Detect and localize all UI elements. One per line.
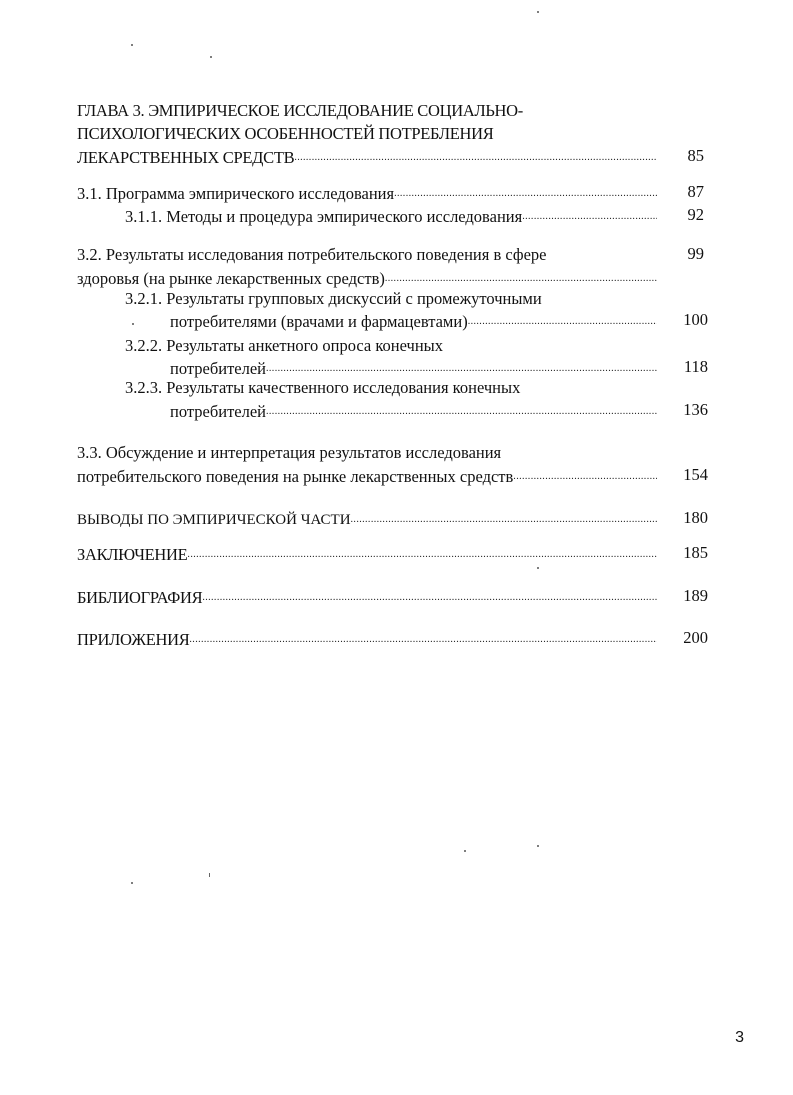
scan-speck bbox=[464, 850, 466, 852]
entry-title-line1: 3.2. Результаты исследования потребительского поведения в сфере bbox=[77, 245, 547, 264]
entry-page: 200 bbox=[683, 628, 708, 647]
chapter-title-line2: ПСИХОЛОГИЧЕСКИХ ОСОБЕННОСТЕЙ ПОТРЕБЛЕНИЯ bbox=[77, 124, 494, 143]
toc-entry-3-2-1[interactable] bbox=[170, 309, 657, 331]
entry-title-line1: 3.3. Обсуждение и интерпретация результатов исследования bbox=[77, 443, 502, 462]
entry-title-line2: потребителей bbox=[170, 359, 266, 378]
entry-title-line2: потребителями (врачами и фармацевтами) bbox=[170, 312, 468, 331]
entry-page: 180 bbox=[683, 508, 708, 527]
entry-title: БИБЛИОГРАФИЯ bbox=[77, 588, 203, 607]
scan-speck bbox=[537, 845, 539, 847]
toc-entry-bibliography[interactable] bbox=[77, 585, 657, 607]
dot-leader bbox=[187, 549, 657, 561]
scan-speck bbox=[132, 323, 134, 325]
dot-leader bbox=[189, 634, 657, 646]
entry-title: ВЫВОДЫ ПО ЭМПИРИЧЕСКОЙ ЧАСТИ bbox=[77, 512, 351, 528]
entry-page: 136 bbox=[683, 400, 708, 419]
dot-leader bbox=[385, 273, 657, 285]
entry-page: 99 bbox=[687, 244, 704, 263]
entry-page: 189 bbox=[683, 586, 708, 605]
toc-entry-3-2-3[interactable] bbox=[170, 399, 657, 421]
dot-leader bbox=[394, 188, 657, 200]
scan-speck bbox=[131, 44, 133, 46]
chapter-page: 85 bbox=[687, 146, 704, 165]
toc-entry-conclusions[interactable] bbox=[77, 507, 657, 529]
entry-page: 118 bbox=[683, 357, 708, 376]
entry-title: ЗАКЛЮЧЕНИЕ bbox=[77, 545, 188, 564]
dot-leader bbox=[202, 592, 657, 604]
toc-entry-3-1[interactable] bbox=[77, 181, 657, 203]
toc-entry-3-3[interactable] bbox=[77, 464, 657, 486]
toc-entry-3-1-1[interactable] bbox=[125, 204, 657, 226]
entry-title-line1: 3.2.2. Результаты анкетного опроса конечных bbox=[125, 336, 443, 355]
dot-leader bbox=[351, 514, 657, 526]
entry-page: 92 bbox=[687, 205, 704, 224]
toc-entry-appendices[interactable] bbox=[77, 627, 657, 649]
entry-title-line2: здоровья (на рынке лекарственных средств) bbox=[77, 269, 385, 288]
dot-leader bbox=[468, 316, 657, 328]
entry-title-line1: 3.2.3. Результаты качественного исследования конечных bbox=[125, 378, 521, 397]
entry-page: 100 bbox=[683, 310, 708, 329]
scan-speck bbox=[131, 882, 133, 884]
chapter-title-line3: ЛЕКАРСТВЕННЫХ СРЕДСТВ bbox=[77, 148, 295, 167]
toc-entry-final[interactable] bbox=[77, 542, 657, 564]
entry-title-line1: 3.2.1. Результаты групповых дискуссий с промежуточными bbox=[125, 289, 542, 308]
entry-page: 154 bbox=[683, 465, 708, 484]
entry-title-line2: потребительского поведения на рынке лекарственных средств bbox=[77, 467, 514, 486]
scan-speck bbox=[537, 11, 539, 13]
scan-speck bbox=[537, 567, 539, 569]
dot-leader bbox=[294, 152, 657, 164]
entry-page: 185 bbox=[683, 543, 708, 562]
entry-title: 3.1. Программа эмпирического исследования bbox=[77, 184, 395, 203]
chapter-title-line1: ГЛАВА 3. ЭМПИРИЧЕСКОЕ ИССЛЕДОВАНИЕ СОЦИАЛЬНО- bbox=[77, 101, 523, 120]
toc-entry-chapter[interactable] bbox=[77, 145, 657, 167]
dot-leader bbox=[266, 406, 657, 418]
dot-leader bbox=[266, 363, 657, 375]
scan-speck bbox=[210, 56, 212, 58]
toc-entry-3-2-2[interactable] bbox=[170, 356, 657, 378]
entry-title: 3.1.1. Методы и процедура эмпирического исследования bbox=[125, 207, 523, 226]
entry-title-line2: потребителей bbox=[170, 402, 266, 421]
entry-page: 87 bbox=[687, 182, 704, 201]
toc-entry-3-2[interactable] bbox=[77, 266, 657, 288]
scan-speck bbox=[209, 873, 210, 877]
entry-title: ПРИЛОЖЕНИЯ bbox=[77, 630, 190, 649]
dot-leader bbox=[522, 211, 657, 223]
page-number: 3 bbox=[735, 1029, 744, 1046]
dot-leader bbox=[513, 471, 657, 483]
